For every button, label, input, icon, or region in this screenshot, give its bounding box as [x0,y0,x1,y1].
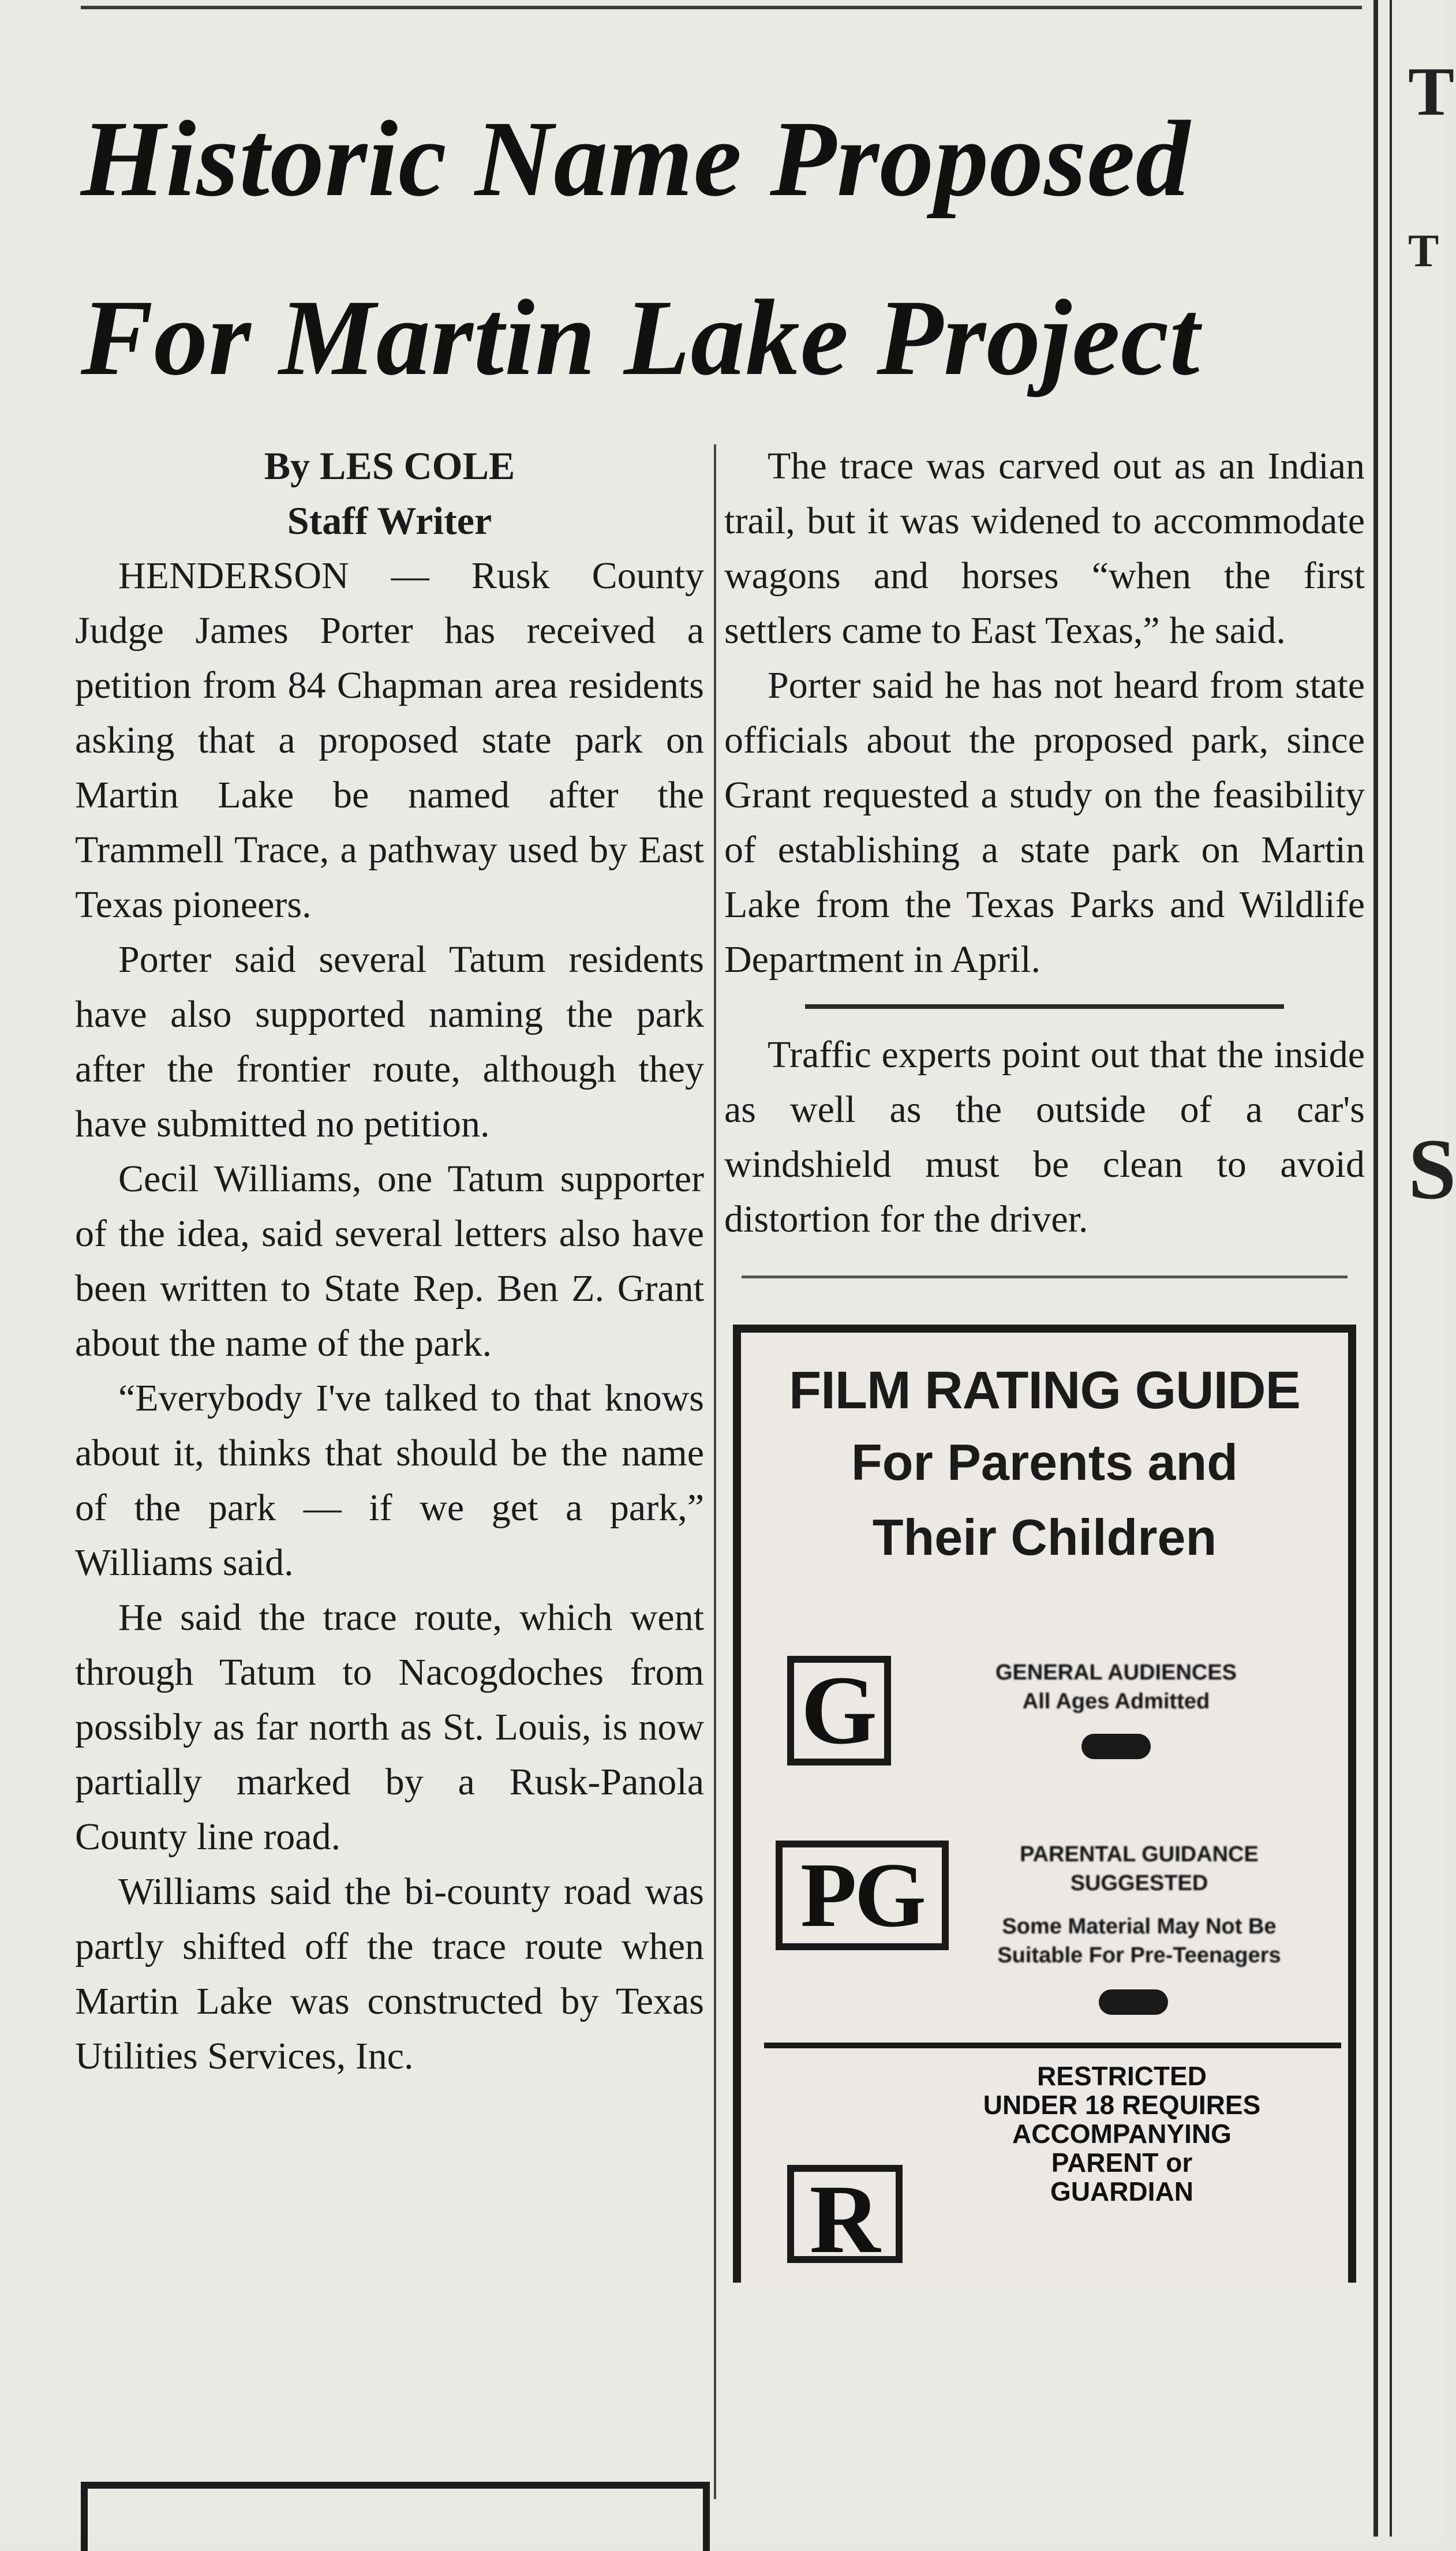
rating-r-row [787,2061,1318,2280]
rating-pg-line-2: SUGGESTED [1070,1871,1208,1895]
column-border-rule-thin [1390,0,1392,2537]
rating-pg-line-3: Some Material May Not Be [1002,1914,1277,1939]
rating-pg-row [787,1841,1318,2025]
rating-r-line-1: RESTRICTED [1037,2061,1207,2091]
section-rule [742,1275,1348,1278]
neighbor-column-fragment: S [1408,1121,1456,1217]
film-guide-subtitle-2: Their Children [872,1509,1217,1566]
filler-item: Traffic experts point out that the inside as well as the outside of a car's windshield must be clean to avoid distortion for the driver. [724,1034,1365,1240]
neighbor-column-fragment: T [1408,53,1455,130]
rating-g-pill [1081,1734,1151,1759]
article-paragraph-1 [75,548,704,932]
rating-g-badge: G [787,1656,891,1765]
film-guide-rule [764,2043,1341,2048]
byline-role: Staff Writer [287,499,492,543]
adjacent-box-border [81,2482,710,2551]
rating-r-badge: R [787,2165,903,2263]
rating-r-line-3: ACCOMPANYING [1012,2119,1232,2149]
column-border-rule [1373,0,1378,2537]
rating-g-row [787,1656,1318,1783]
rating-pg-badge: PG [776,1841,949,1950]
neighbor-column-fragment: T [1408,226,1439,276]
byline-author: By LES COLE [264,444,515,488]
headline-line-2: For Martin Lake Project [81,277,1200,398]
paragraph-text: Rusk County Judge James Porter has received a petition from 84 Chapman area residents asking that a proposed state park on Martin Lake be named after the Trammell Trace, a pathway used by East Texas pioneers. [75,555,704,926]
article-column-right [724,439,1365,2283]
film-rating-guide-ad [733,1325,1356,2283]
article-paragraph-5: He said the trace route, which went through Tatum to Nacogdoches from possibly as far north as St. Louis, is now partially marked by a Rusk-Panola County line road. [75,1596,704,1858]
rating-pg-pill [1099,1989,1168,2015]
article-paragraph-8: Porter said he has not heard from state officials about the proposed park, since Grant requested a study on the feasibility of establishing a state park on Martin Lake from the Texas Parks and Wildlife Department in April. [724,664,1365,981]
headline [81,69,1362,427]
rating-pg-line-4: Suitable For Pre-Teenagers [997,1943,1281,1968]
rating-g-line-1: GENERAL AUDIENCES [995,1660,1237,1685]
rating-pg-line-1: PARENTAL GUIDANCE [1020,1842,1259,1867]
top-rule [81,6,1362,9]
film-guide-subtitle-1: For Parents and [851,1434,1238,1491]
article-paragraph-7: The trace was carved out as an Indian trail, but it was widened to accommodate wagons and horses “when the first settlers came to East Texas,” he said. [724,445,1365,652]
film-guide-title: FILM RATING GUIDE [789,1361,1300,1420]
rating-r-line-2: UNDER 18 REQUIRES [983,2090,1261,2120]
headline-line-1: Historic Name Proposed [81,98,1191,219]
dateline: HENDERSON — [118,555,429,597]
article-paragraph-4: “Everybody I've talked to that knows about it, thinks that should be the name of the park — if we get a park,” Williams said. [75,1377,704,1584]
column-divider [714,444,716,2499]
end-of-article-rule [805,1004,1284,1009]
article-column-left [75,439,704,2084]
article-paragraph-6: Williams said the bi-county road was partly shifted off the trace route when Martin Lake was constructed by Texas Utilities Services, Inc. [75,1871,704,2077]
article-paragraph-3: Cecil Williams, one Tatum supporter of the idea, said several letters also have been written to State Rep. Ben Z. Grant about the name of the park. [75,1158,704,1364]
rating-r-line-5: GUARDIAN [1050,2176,1193,2206]
article-paragraph-2: Porter said several Tatum residents have also supported naming the park after the frontier route, although they have submitted no petition. [75,938,704,1145]
rating-r-line-4: PARENT or [1051,2148,1193,2178]
rating-g-line-2: All Ages Admitted [1022,1689,1210,1714]
